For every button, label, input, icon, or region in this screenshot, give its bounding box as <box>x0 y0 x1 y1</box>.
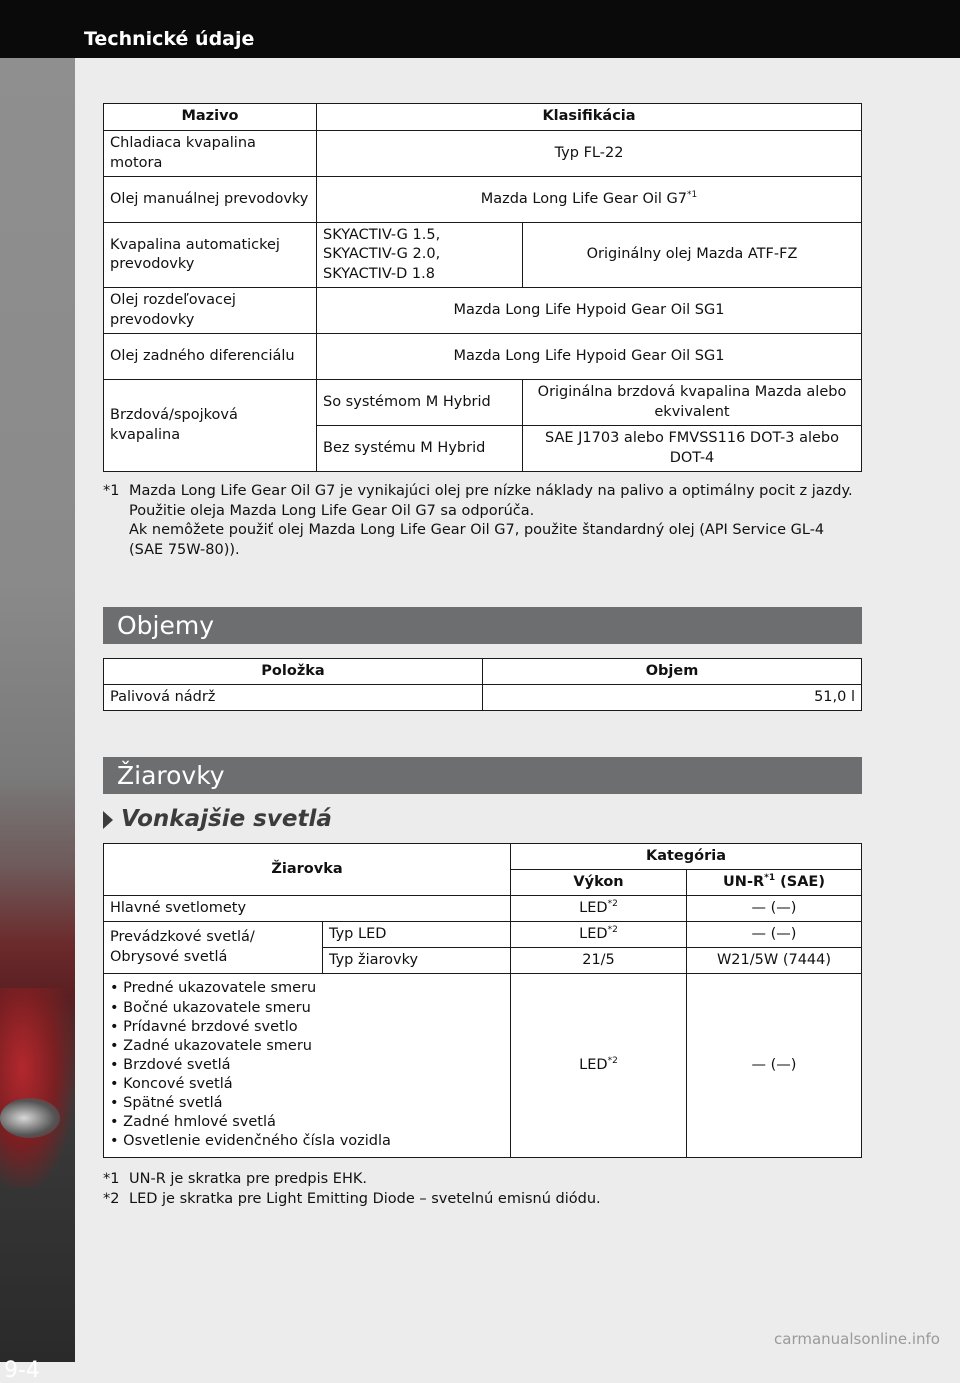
col-bulb: Žiarovka <box>104 844 511 896</box>
note-mark: *1 <box>103 1171 120 1187</box>
footnote-mark: *1 <box>687 190 698 201</box>
unr-value: — (—) <box>687 974 862 1158</box>
watermark: carmanualsonline.info <box>774 1330 940 1348</box>
type-label: Typ LED <box>323 922 511 948</box>
power-value: LED$^{*2}$ <box>511 896 687 922</box>
col-classification: Klasifikácia <box>317 104 862 131</box>
section-title: Objemy <box>117 611 215 640</box>
list-item: • Koncové svetlá <box>110 1075 504 1094</box>
col-volume: Objem <box>483 659 862 685</box>
row-value: 51,0 l <box>483 685 862 711</box>
section-title: Žiarovky <box>117 761 225 790</box>
header-bar <box>0 0 960 58</box>
row-label: Hlavné svetlomety <box>104 896 511 922</box>
bulbs-table <box>103 843 862 1158</box>
note-text: Mazda Long Life Gear Oil G7 je vynikajúci olej pre nízke náklady na palivo a optimálny pocit z jazdy. Použitie oleja Mazda Long Life Gear Oil G7 sa odporúča. <box>129 483 853 519</box>
page-number: 9-4 <box>4 1358 40 1383</box>
footnote-mark: *2 <box>607 1056 618 1067</box>
row-value: Typ FL-22 <box>317 131 862 177</box>
lubricants-table <box>103 103 862 472</box>
note-text: LED je skratka pre Light Emitting Diode – svetelnú emisnú diódu. <box>129 1190 601 1207</box>
note-mark: *1 <box>103 483 120 499</box>
list-item: • Predné ukazovatele smeru <box>110 979 504 998</box>
lamp-list <box>110 979 504 1151</box>
condition: Bez systému M Hybrid <box>317 426 523 472</box>
col-lubricant: Mazivo <box>104 104 317 131</box>
lamp-list-cell <box>104 974 511 1158</box>
engine-list: SKYACTIV-G 1.5, SKYACTIV-G 2.0, SKYACTIV-D 1.8 <box>317 223 523 288</box>
footnote-mark: *2 <box>607 925 618 936</box>
note-mark <box>103 521 129 560</box>
row-value: Originálna brzdová kvapalina Mazda alebo ekvivalent <box>523 380 862 426</box>
row-value: Mazda Long Life Hypoid Gear Oil SG1 <box>317 334 862 380</box>
car-image <box>0 988 75 1188</box>
power-value: LED$^{*2}$ <box>511 974 687 1158</box>
row-label: Prevádzkové svetlá/ Obrysové svetlá <box>104 922 323 974</box>
row-value: Mazda Long Life Gear Oil G7$^{*1}$ <box>317 177 862 223</box>
list-item: • Prídavné brzdové svetlo <box>110 1018 504 1037</box>
row-label: Olej zadného diferenciálu <box>104 334 317 380</box>
row-label: Olej rozdeľovacej prevodovky <box>104 288 317 334</box>
sidebar-decoration <box>0 58 75 1383</box>
power-value: 21/5 <box>511 948 687 974</box>
note <box>103 1190 858 1210</box>
section-bulbs <box>103 757 862 794</box>
unr-value: — (—) <box>687 922 862 948</box>
section-capacities <box>103 607 862 644</box>
col-item: Položka <box>104 659 483 685</box>
note <box>103 482 858 521</box>
col-power: Výkon <box>511 870 687 896</box>
page-header-title: Technické údaje <box>84 28 255 50</box>
col-unr: $UN-R^{*1}$ (SAE) <box>687 870 862 896</box>
list-item: • Spätné svetlá <box>110 1094 504 1113</box>
unr-value: W21/5W (7444) <box>687 948 862 974</box>
row-label: Kvapalina automatickej prevodovky <box>104 223 317 288</box>
row-label: Olej manuálnej prevodovky <box>104 177 317 223</box>
triangle-icon <box>103 811 113 829</box>
row-value: Originálny olej Mazda ATF-FZ <box>523 223 862 288</box>
footnote-mark: *1 <box>764 873 776 884</box>
note-text: Ak nemôžete použiť olej Mazda Long Life Gear Oil G7, použite štandardný olej (API Service GL-4 (SAE 75W-80)). <box>129 522 825 558</box>
type-label: Typ žiarovky <box>323 948 511 974</box>
note <box>103 521 858 560</box>
list-item: • Osvetlenie evidenčného čísla vozidla <box>110 1132 504 1151</box>
subheading: Vonkajšie svetlá <box>103 806 332 832</box>
row-label: Chladiaca kvapalina motora <box>104 131 317 177</box>
row-value: Mazda Long Life Hypoid Gear Oil SG1 <box>317 288 862 334</box>
list-item: • Brzdové svetlá <box>110 1056 504 1075</box>
list-item: • Bočné ukazovatele smeru <box>110 999 504 1018</box>
note-text: UN-R je skratka pre predpis EHK. <box>129 1171 367 1187</box>
capacities-table <box>103 658 862 711</box>
note-mark: *2 <box>103 1190 120 1207</box>
list-item: • Zadné ukazovatele smeru <box>110 1037 504 1056</box>
unr-value: — (—) <box>687 896 862 922</box>
row-label: Brzdová/spojková kvapalina <box>104 380 317 472</box>
col-category: Kategória <box>511 844 862 870</box>
list-item: • Zadné hmlové svetlá <box>110 1113 504 1132</box>
footnote-mark: *2 <box>607 899 618 910</box>
note <box>103 1170 858 1190</box>
row-label: Palivová nádrž <box>104 685 483 711</box>
car-headlight-image <box>0 1098 60 1138</box>
power-value: LED$^{*2}$ <box>511 922 687 948</box>
bulb-notes <box>103 1170 858 1209</box>
lubricant-notes <box>103 482 858 560</box>
condition: So systémom M Hybrid <box>317 380 523 426</box>
row-value: SAE J1703 alebo FMVSS116 DOT-3 alebo DOT-4 <box>523 426 862 472</box>
